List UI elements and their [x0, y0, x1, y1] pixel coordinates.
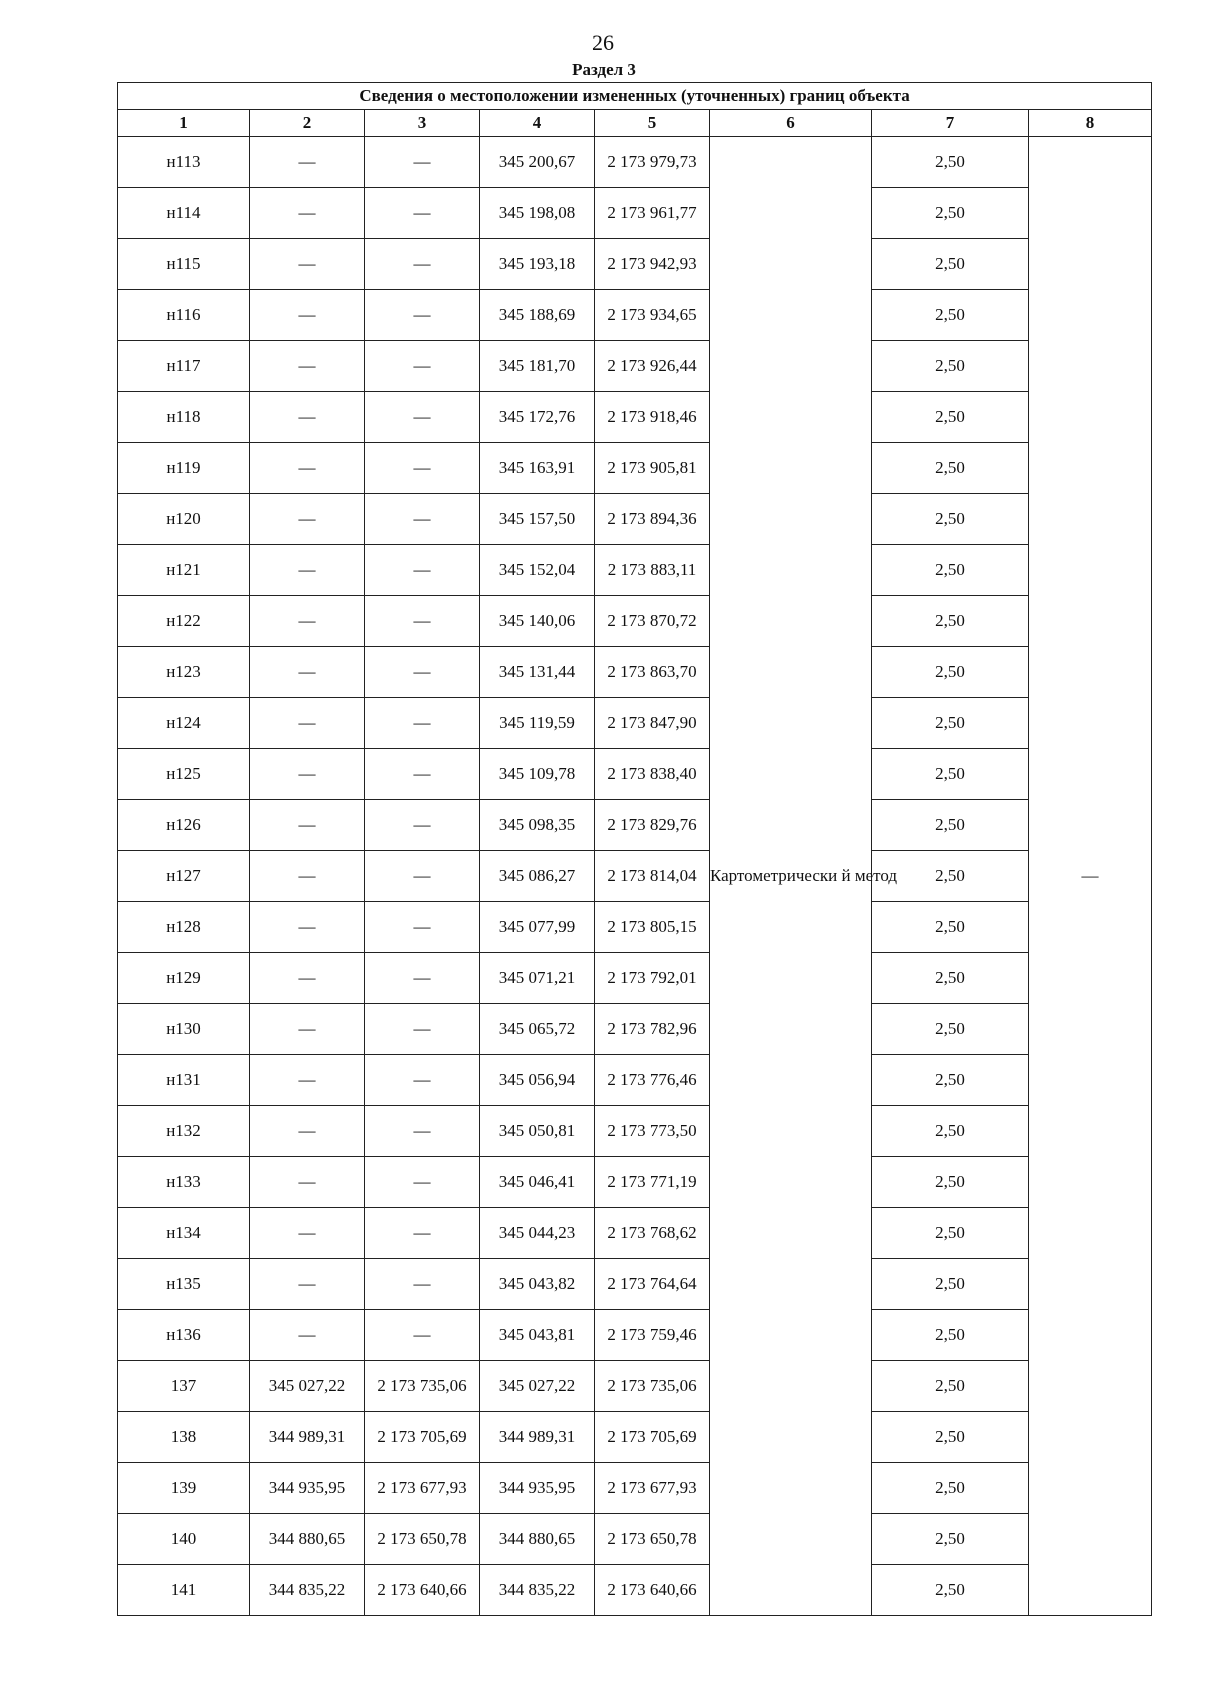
point-number-cell: н128	[118, 902, 250, 953]
accuracy-cell: 2,50	[872, 1310, 1029, 1361]
accuracy-cell: 2,50	[872, 1055, 1029, 1106]
new-y-cell: 2 173 773,50	[595, 1106, 710, 1157]
accuracy-cell: 2,50	[872, 494, 1029, 545]
old-y-cell: —	[365, 647, 480, 698]
point-number-cell: 138	[118, 1412, 250, 1463]
accuracy-cell: 2,50	[872, 800, 1029, 851]
new-y-cell: 2 173 705,69	[595, 1412, 710, 1463]
old-x-cell: —	[250, 239, 365, 290]
new-y-cell: 2 173 735,06	[595, 1361, 710, 1412]
old-x-cell: —	[250, 290, 365, 341]
old-y-cell: —	[365, 1310, 480, 1361]
accuracy-cell: 2,50	[872, 188, 1029, 239]
page-number: 26	[592, 30, 614, 55]
old-y-cell: —	[365, 749, 480, 800]
old-x-cell: —	[250, 1004, 365, 1055]
table-row	[118, 1412, 1152, 1463]
old-y-cell: —	[365, 290, 480, 341]
new-y-cell: 2 173 863,70	[595, 647, 710, 698]
old-x-cell: —	[250, 341, 365, 392]
accuracy-cell: 2,50	[872, 290, 1029, 341]
old-y-cell: —	[365, 341, 480, 392]
old-x-cell: 344 880,65	[250, 1514, 365, 1565]
new-x-cell: 345 163,91	[480, 443, 595, 494]
point-number-cell: н129	[118, 953, 250, 1004]
table-row	[118, 1157, 1152, 1208]
old-x-cell: —	[250, 902, 365, 953]
table-row	[118, 647, 1152, 698]
point-number-cell: н130	[118, 1004, 250, 1055]
table-row	[118, 1004, 1152, 1055]
old-y-cell: —	[365, 1055, 480, 1106]
point-number-cell: н116	[118, 290, 250, 341]
accuracy-cell: 2,50	[872, 392, 1029, 443]
table-row	[118, 137, 1152, 188]
new-x-cell: 344 835,22	[480, 1565, 595, 1616]
new-x-cell: 345 198,08	[480, 188, 595, 239]
section-title: Раздел 3	[572, 60, 636, 79]
old-x-cell: —	[250, 800, 365, 851]
old-y-cell: —	[365, 902, 480, 953]
new-x-cell: 345 172,76	[480, 392, 595, 443]
column-number: 5	[595, 110, 710, 137]
old-x-cell: —	[250, 443, 365, 494]
table-row	[118, 545, 1152, 596]
accuracy-cell: 2,50	[872, 647, 1029, 698]
point-number-cell: н127	[118, 851, 250, 902]
old-y-cell: —	[365, 953, 480, 1004]
accuracy-cell: 2,50	[872, 902, 1029, 953]
old-y-cell: —	[365, 494, 480, 545]
accuracy-cell: 2,50	[872, 1259, 1029, 1310]
new-x-cell: 345 086,27	[480, 851, 595, 902]
new-y-cell: 2 173 838,40	[595, 749, 710, 800]
point-number-cell: 141	[118, 1565, 250, 1616]
table-caption: Сведения о местоположении измененных (уточненных) границ объекта	[118, 83, 1152, 110]
table-row	[118, 443, 1152, 494]
table-row	[118, 1361, 1152, 1412]
old-y-cell: —	[365, 137, 480, 188]
old-x-cell: —	[250, 188, 365, 239]
point-number-cell: н125	[118, 749, 250, 800]
new-y-cell: 2 173 926,44	[595, 341, 710, 392]
old-x-cell: —	[250, 1157, 365, 1208]
accuracy-cell: 2,50	[872, 1463, 1029, 1514]
old-x-cell: —	[250, 494, 365, 545]
new-y-cell: 2 173 961,77	[595, 188, 710, 239]
point-number-cell: н135	[118, 1259, 250, 1310]
old-y-cell: 2 173 640,66	[365, 1565, 480, 1616]
new-x-cell: 345 044,23	[480, 1208, 595, 1259]
point-number-cell: 139	[118, 1463, 250, 1514]
accuracy-cell: 2,50	[872, 698, 1029, 749]
table-row	[118, 698, 1152, 749]
accuracy-cell: 2,50	[872, 545, 1029, 596]
accuracy-cell: 2,50	[872, 137, 1029, 188]
old-x-cell: —	[250, 1208, 365, 1259]
table-row	[118, 1310, 1152, 1361]
old-y-cell: —	[365, 851, 480, 902]
new-y-cell: 2 173 768,62	[595, 1208, 710, 1259]
new-y-cell: 2 173 883,11	[595, 545, 710, 596]
point-number-cell: н121	[118, 545, 250, 596]
new-x-cell: 345 109,78	[480, 749, 595, 800]
old-y-cell: 2 173 705,69	[365, 1412, 480, 1463]
new-x-cell: 344 880,65	[480, 1514, 595, 1565]
point-number-cell: н132	[118, 1106, 250, 1157]
new-x-cell: 345 140,06	[480, 596, 595, 647]
new-y-cell: 2 173 918,46	[595, 392, 710, 443]
old-y-cell: —	[365, 1259, 480, 1310]
point-number-cell: н126	[118, 800, 250, 851]
table-row	[118, 1055, 1152, 1106]
new-x-cell: 345 046,41	[480, 1157, 595, 1208]
point-number-cell: н119	[118, 443, 250, 494]
old-y-cell: —	[365, 698, 480, 749]
new-y-cell: 2 173 894,36	[595, 494, 710, 545]
column-number: 3	[365, 110, 480, 137]
old-x-cell: —	[250, 1259, 365, 1310]
old-y-cell: —	[365, 1106, 480, 1157]
point-number-cell: н134	[118, 1208, 250, 1259]
column-number: 8	[1029, 110, 1152, 137]
accuracy-cell: 2,50	[872, 1361, 1029, 1412]
method-cell: Картометрически й метод	[710, 137, 872, 1616]
accuracy-cell: 2,50	[872, 341, 1029, 392]
old-x-cell: 344 935,95	[250, 1463, 365, 1514]
old-x-cell: —	[250, 647, 365, 698]
table-row	[118, 1259, 1152, 1310]
old-x-cell: 344 989,31	[250, 1412, 365, 1463]
accuracy-cell: 2,50	[872, 1412, 1029, 1463]
new-x-cell: 345 157,50	[480, 494, 595, 545]
new-x-cell: 345 065,72	[480, 1004, 595, 1055]
new-y-cell: 2 173 829,76	[595, 800, 710, 851]
old-x-cell: —	[250, 953, 365, 1004]
point-number-cell: н133	[118, 1157, 250, 1208]
table-row	[118, 392, 1152, 443]
table-row	[118, 851, 1152, 902]
new-x-cell: 344 989,31	[480, 1412, 595, 1463]
new-y-cell: 2 173 764,64	[595, 1259, 710, 1310]
old-x-cell: —	[250, 1106, 365, 1157]
old-y-cell: —	[365, 1208, 480, 1259]
accuracy-cell: 2,50	[872, 1106, 1029, 1157]
table-row	[118, 1106, 1152, 1157]
old-x-cell: —	[250, 1310, 365, 1361]
new-x-cell: 345 200,67	[480, 137, 595, 188]
old-x-cell: 344 835,22	[250, 1565, 365, 1616]
table-row	[118, 1565, 1152, 1616]
old-x-cell: —	[250, 596, 365, 647]
new-x-cell: 345 193,18	[480, 239, 595, 290]
new-x-cell: 345 056,94	[480, 1055, 595, 1106]
new-y-cell: 2 173 792,01	[595, 953, 710, 1004]
new-x-cell: 345 131,44	[480, 647, 595, 698]
accuracy-cell: 2,50	[872, 1004, 1029, 1055]
old-x-cell: —	[250, 851, 365, 902]
old-y-cell: 2 173 677,93	[365, 1463, 480, 1514]
point-number-cell: н118	[118, 392, 250, 443]
table-row	[118, 1208, 1152, 1259]
new-y-cell: 2 173 782,96	[595, 1004, 710, 1055]
point-number-cell: 137	[118, 1361, 250, 1412]
table-body	[118, 137, 1152, 1616]
accuracy-cell: 2,50	[872, 1157, 1029, 1208]
new-x-cell: 345 050,81	[480, 1106, 595, 1157]
accuracy-cell: 2,50	[872, 1208, 1029, 1259]
new-x-cell: 345 077,99	[480, 902, 595, 953]
table-row	[118, 596, 1152, 647]
accuracy-cell: 2,50	[872, 239, 1029, 290]
new-y-cell: 2 173 979,73	[595, 137, 710, 188]
old-y-cell: —	[365, 596, 480, 647]
new-x-cell: 345 043,81	[480, 1310, 595, 1361]
table-row	[118, 953, 1152, 1004]
accuracy-cell: 2,50	[872, 1514, 1029, 1565]
old-y-cell: 2 173 735,06	[365, 1361, 480, 1412]
accuracy-cell: 2,50	[872, 953, 1029, 1004]
new-y-cell: 2 173 814,04	[595, 851, 710, 902]
point-number-cell: н120	[118, 494, 250, 545]
new-x-cell: 345 043,82	[480, 1259, 595, 1310]
new-y-cell: 2 173 847,90	[595, 698, 710, 749]
new-y-cell: 2 173 905,81	[595, 443, 710, 494]
point-number-cell: н123	[118, 647, 250, 698]
new-x-cell: 344 935,95	[480, 1463, 595, 1514]
accuracy-cell: 2,50	[872, 443, 1029, 494]
new-x-cell: 345 098,35	[480, 800, 595, 851]
table-row	[118, 1463, 1152, 1514]
new-y-cell: 2 173 771,19	[595, 1157, 710, 1208]
new-x-cell: 345 152,04	[480, 545, 595, 596]
old-x-cell: —	[250, 392, 365, 443]
point-number-cell: н115	[118, 239, 250, 290]
new-y-cell: 2 173 759,46	[595, 1310, 710, 1361]
accuracy-cell: 2,50	[872, 596, 1029, 647]
point-number-cell: н114	[118, 188, 250, 239]
point-number-cell: н131	[118, 1055, 250, 1106]
point-number-cell: н117	[118, 341, 250, 392]
point-number-cell: н122	[118, 596, 250, 647]
new-x-cell: 345 071,21	[480, 953, 595, 1004]
new-y-cell: 2 173 934,65	[595, 290, 710, 341]
old-y-cell: —	[365, 188, 480, 239]
point-number-cell: 140	[118, 1514, 250, 1565]
table-row	[118, 800, 1152, 851]
column-number: 1	[118, 110, 250, 137]
table-row	[118, 290, 1152, 341]
old-x-cell: —	[250, 749, 365, 800]
table-caption-row	[118, 83, 1152, 110]
old-y-cell: —	[365, 1157, 480, 1208]
boundary-coordinates-table	[117, 82, 1152, 1616]
old-y-cell: —	[365, 545, 480, 596]
old-x-cell: —	[250, 1055, 365, 1106]
old-y-cell: —	[365, 239, 480, 290]
accuracy-cell: 2,50	[872, 1565, 1029, 1616]
table-row	[118, 239, 1152, 290]
point-number-cell: н113	[118, 137, 250, 188]
accuracy-cell: 2,50	[872, 749, 1029, 800]
column-number-row	[118, 110, 1152, 137]
new-x-cell: 345 181,70	[480, 341, 595, 392]
new-y-cell: 2 173 640,66	[595, 1565, 710, 1616]
table-row	[118, 1514, 1152, 1565]
new-y-cell: 2 173 805,15	[595, 902, 710, 953]
old-y-cell: —	[365, 1004, 480, 1055]
column-number: 2	[250, 110, 365, 137]
old-x-cell: —	[250, 137, 365, 188]
column-number: 6	[710, 110, 872, 137]
new-y-cell: 2 173 870,72	[595, 596, 710, 647]
old-y-cell: —	[365, 443, 480, 494]
table-row	[118, 749, 1152, 800]
new-x-cell: 345 027,22	[480, 1361, 595, 1412]
accuracy-cell: 2,50	[872, 851, 1029, 902]
new-y-cell: 2 173 942,93	[595, 239, 710, 290]
column-number: 7	[872, 110, 1029, 137]
new-y-cell: 2 173 677,93	[595, 1463, 710, 1514]
point-number-cell: н124	[118, 698, 250, 749]
description-cell: —	[1029, 137, 1152, 1616]
table-row	[118, 902, 1152, 953]
new-x-cell: 345 119,59	[480, 698, 595, 749]
table-row	[118, 341, 1152, 392]
point-number-cell: н136	[118, 1310, 250, 1361]
table-row	[118, 188, 1152, 239]
old-x-cell: 345 027,22	[250, 1361, 365, 1412]
new-x-cell: 345 188,69	[480, 290, 595, 341]
old-x-cell: —	[250, 545, 365, 596]
column-number: 4	[480, 110, 595, 137]
table-row	[118, 494, 1152, 545]
old-x-cell: —	[250, 698, 365, 749]
new-y-cell: 2 173 650,78	[595, 1514, 710, 1565]
old-y-cell: —	[365, 392, 480, 443]
old-y-cell: 2 173 650,78	[365, 1514, 480, 1565]
old-y-cell: —	[365, 800, 480, 851]
new-y-cell: 2 173 776,46	[595, 1055, 710, 1106]
